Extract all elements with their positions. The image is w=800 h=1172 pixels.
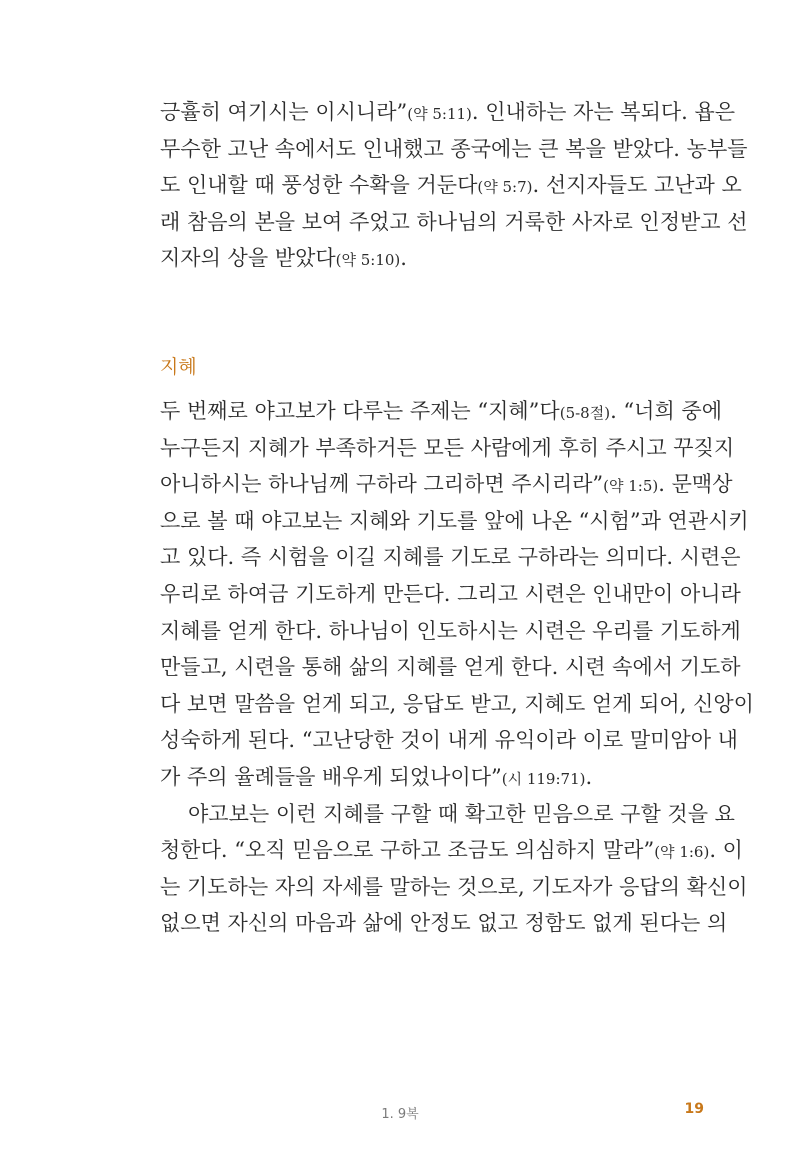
- scripture-reference: (약 1:5): [603, 477, 659, 496]
- scripture-reference: (약 5:10): [335, 251, 401, 270]
- text-line: 가 주의 율례들을 배우게 되었나이다”(시 119:71).: [160, 764, 593, 789]
- text-line: 으로 볼 때 야고보는 지혜와 기도를 앞에 나온 “시험”과 연관시키: [160, 508, 749, 533]
- text-line: 누구든지 지혜가 부족하거든 모든 사람에게 후히 주시고 꾸짖지: [160, 435, 735, 460]
- text-line: 긍휼히 여기시는 이시니라”(약 5:11). 인내하는 자는 복되다. 욥은: [160, 100, 736, 124]
- scripture-reference: (약 1:6): [654, 843, 710, 862]
- text-line: 래 참음의 본을 보여 주었고 하나님의 거룩한 사자로 인정받고 선: [160, 209, 748, 234]
- text-line: 성숙하게 된다. “고난당한 것이 내게 유익이라 이로 말미암아 내: [160, 728, 738, 753]
- page-number: 19: [684, 1101, 704, 1117]
- text-line: 두 번째로 야고보가 다루는 주제는 “지혜”다(5-8절). “너희 중에: [160, 399, 722, 423]
- text-line: 야고보는 이런 지혜를 구할 때 확고한 믿음으로 구할 것을 요: [188, 801, 735, 826]
- paragraph-patience: [160, 94, 748, 277]
- text-line: 고 있다. 즉 시험을 이길 지혜를 기도로 구하라는 의미다. 시련은: [160, 545, 741, 570]
- scripture-reference: (약 5:7): [477, 178, 533, 197]
- scripture-reference: (약 5:11): [407, 105, 472, 123]
- text-line: 지자의 상을 받았다(약 5:10).: [160, 246, 407, 271]
- running-footer-title: 1. 9복: [381, 1107, 419, 1122]
- text-line: 무수한 고난 속에서도 인내했고 종국에는 큰 복을 받았다. 농부들: [160, 136, 748, 161]
- text-line: 는 기도하는 자의 자세를 말하는 것으로, 기도자가 응답의 확신이: [160, 874, 748, 899]
- text-line: 우리로 하여금 기도하게 만든다. 그리고 시련은 인내만이 아니라: [160, 581, 741, 606]
- body-text: [160, 393, 754, 942]
- text-line: 다 보면 말씀을 얻게 되고, 응답도 받고, 지혜도 얻게 되어, 신앙이: [160, 691, 754, 716]
- scripture-reference: (시 119:71): [501, 769, 586, 788]
- text-line: 지혜를 얻게 한다. 하나님이 인도하시는 시련은 우리를 기도하게: [160, 618, 741, 643]
- text-line: 아니하시는 하나님께 구하라 그리하면 주시리라”(약 1:5). 문맥상: [160, 472, 733, 497]
- section-heading: 지혜: [160, 356, 197, 378]
- text-line: 청한다. “오직 믿음으로 구하고 조금도 의심하지 말라”(약 1:6). 이: [160, 838, 743, 863]
- text-line: 만들고, 시련을 통해 삶의 지혜를 얻게 한다. 시련 속에서 기도하: [160, 655, 741, 680]
- text-line: 도 인내할 때 풍성한 수확을 거둔다(약 5:7). 선지자들도 고난과 오: [160, 173, 742, 198]
- scripture-reference: (5-8절): [559, 404, 611, 422]
- text-line: 없으면 자신의 마음과 삶에 안정도 없고 정함도 없게 된다는 의: [160, 911, 728, 936]
